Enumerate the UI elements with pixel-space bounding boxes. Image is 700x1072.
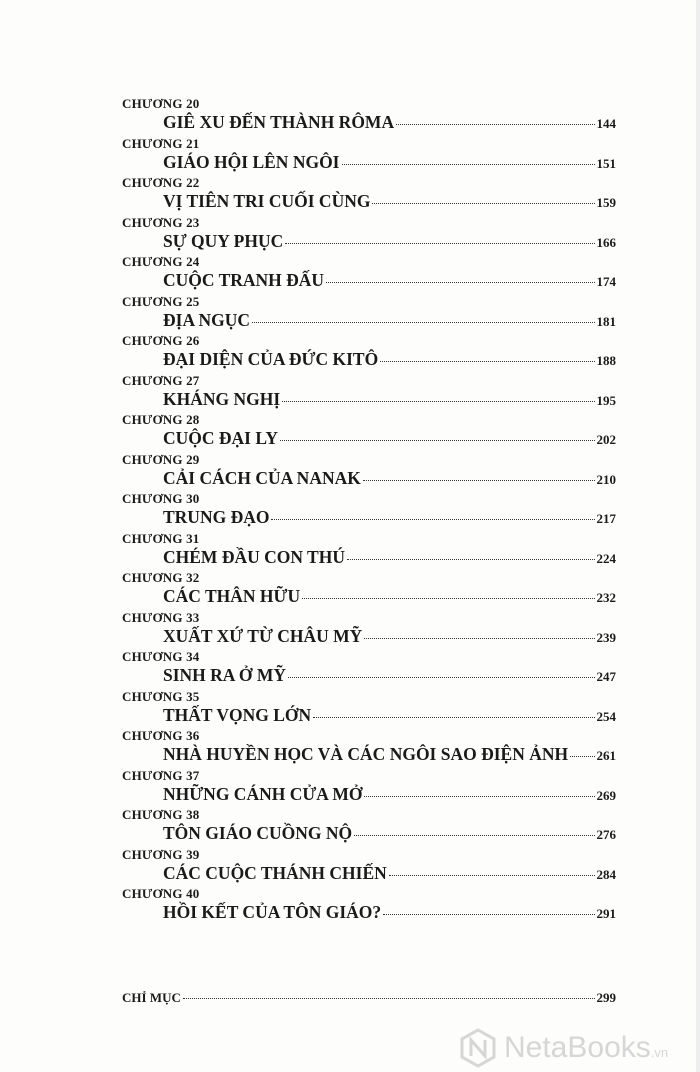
page-number: 188	[596, 353, 616, 368]
chapter-title: KHÁNG NGHỊ	[163, 388, 281, 409]
dot-leader	[342, 164, 595, 165]
chapter-row	[163, 902, 616, 923]
chapter-label: CHƯƠNG 31	[122, 530, 200, 546]
chapter-label: CHƯƠNG 33	[122, 609, 200, 625]
chapter-row	[163, 191, 616, 212]
dot-leader	[380, 361, 594, 362]
page-number: 247	[596, 669, 616, 684]
netabooks-logo-icon	[458, 1028, 498, 1068]
dot-leader	[364, 796, 594, 797]
chapter-row	[163, 586, 616, 607]
toc-entry[interactable]	[122, 570, 616, 610]
dot-leader	[285, 243, 594, 244]
chapter-row	[163, 468, 616, 489]
toc-entry-index[interactable]	[122, 990, 616, 1006]
dot-leader	[271, 519, 594, 520]
toc-entry[interactable]	[122, 847, 616, 887]
chapter-label: CHƯƠNG 29	[122, 451, 200, 467]
page-number: 195	[596, 392, 616, 408]
page-number: 159	[596, 195, 616, 210]
chapter-row	[163, 389, 616, 410]
page-edge	[696, 0, 700, 1072]
chapter-title: CUỘC ĐẠI LY	[163, 428, 279, 448]
toc-entry[interactable]	[122, 491, 616, 531]
chapter-row	[163, 507, 616, 528]
watermark-suffix: .vn	[650, 1045, 669, 1060]
chapter-label: CHƯƠNG 23	[122, 214, 200, 230]
toc-entry[interactable]	[122, 373, 616, 413]
chapter-title: CẢI CÁCH CỦA NANAK	[163, 467, 361, 488]
dot-leader	[252, 322, 594, 323]
dot-leader	[313, 717, 594, 718]
page-number: 202	[596, 432, 616, 447]
page-number: 239	[596, 629, 616, 645]
page-number: 181	[596, 313, 616, 329]
chapter-label: CHƯƠNG 28	[122, 412, 200, 427]
chapter-row	[163, 744, 616, 765]
chapter-title: CHÉM ĐẦU CON THÚ	[163, 546, 345, 567]
toc-entry[interactable]	[122, 886, 616, 926]
dot-leader	[280, 440, 594, 441]
chapter-title: NHÀ HUYỀN HỌC VÀ CÁC NGÔI SAO ĐIỆN ẢNH	[163, 744, 569, 764]
chapter-row	[163, 349, 616, 370]
dot-leader	[183, 998, 595, 999]
chapter-title: XUẤT XỨ TỪ CHÂU MỸ	[163, 625, 363, 646]
dot-leader	[383, 914, 594, 915]
chapter-label: CHƯƠNG 30	[122, 491, 200, 506]
chapter-title: ĐẠI DIỆN CỦA ĐỨC KITÔ	[163, 349, 379, 369]
chapter-row	[163, 428, 616, 449]
toc-entry[interactable]	[122, 610, 616, 650]
chapter-row	[163, 112, 616, 133]
chapter-title: NHỮNG CÁNH CỬA MỞ	[163, 783, 363, 804]
toc-entry[interactable]	[122, 412, 616, 452]
page-number: 144	[596, 116, 616, 131]
chapter-label: CHƯƠNG 39	[122, 846, 200, 862]
chapter-row	[163, 863, 616, 884]
toc-entry[interactable]	[122, 728, 616, 768]
page-number: 276	[596, 827, 616, 842]
dot-leader	[302, 598, 594, 599]
toc-entry[interactable]	[122, 96, 616, 136]
chapter-label: CHƯƠNG 38	[122, 807, 200, 822]
toc-entry[interactable]	[122, 689, 616, 729]
toc-entry[interactable]	[122, 254, 616, 294]
watermark-brand: NetaBooks	[504, 1031, 651, 1064]
page-number: 269	[596, 787, 616, 803]
chapter-title: TRUNG ĐẠO	[163, 507, 270, 527]
chapter-label: CHƯƠNG 24	[122, 254, 200, 269]
chapter-label: CHƯƠNG 22	[122, 175, 200, 190]
chapter-row	[163, 152, 616, 173]
chapter-title: SỰ QUY PHỤC	[163, 230, 284, 251]
toc-entry[interactable]	[122, 768, 616, 808]
toc-entry[interactable]	[122, 136, 616, 176]
chapter-title: THẤT VỌNG LỚN	[163, 704, 312, 725]
page-number: 224	[596, 550, 616, 566]
dot-leader	[347, 559, 595, 560]
chapter-label: CHƯƠNG 32	[122, 570, 200, 585]
chapter-label: CHƯƠNG 35	[122, 688, 200, 704]
page-number: 174	[596, 274, 616, 289]
page-number: 217	[596, 511, 616, 526]
dot-leader	[288, 677, 595, 678]
chapter-label: CHƯƠNG 34	[122, 649, 200, 664]
dot-leader	[570, 756, 594, 757]
toc-entry[interactable]	[122, 333, 616, 373]
chapter-row	[163, 310, 616, 331]
chapter-label: CHƯƠNG 26	[122, 333, 200, 348]
page-number: 291	[596, 906, 616, 921]
page-number: 151	[596, 155, 616, 171]
toc-entry[interactable]	[122, 452, 616, 492]
chapter-label: CHƯƠNG 27	[122, 372, 200, 388]
chapter-title: ĐỊA NGỤC	[163, 309, 251, 330]
toc-entry[interactable]	[122, 215, 616, 255]
toc-entry[interactable]	[122, 531, 616, 571]
dot-leader	[372, 203, 594, 204]
page-number: 232	[596, 590, 616, 605]
index-page-number: 299	[596, 990, 616, 1005]
table-of-contents	[122, 96, 616, 926]
chapter-title: CÁC CUỘC THÁNH CHIẾN	[163, 862, 387, 883]
chapter-row	[163, 270, 616, 291]
dot-leader	[389, 875, 595, 876]
chapter-row	[163, 231, 616, 252]
chapter-title: CUỘC TRANH ĐẤU	[163, 270, 325, 290]
page-number: 166	[596, 234, 616, 250]
chapter-row	[163, 705, 616, 726]
page-number: 284	[596, 866, 616, 882]
toc-entry[interactable]	[122, 294, 616, 334]
chapter-title: CÁC THÂN HỮU	[163, 586, 301, 606]
dot-leader	[364, 638, 594, 639]
index-title: CHỈ MỤC	[122, 990, 181, 1005]
chapter-row	[163, 626, 616, 647]
chapter-title: TÔN GIÁO CUỒNG NỘ	[163, 823, 353, 843]
chapter-row	[163, 665, 616, 686]
dot-leader	[363, 480, 595, 481]
chapter-title: GIÁO HỘI LÊN NGÔI	[163, 151, 340, 172]
chapter-row	[163, 823, 616, 844]
toc-entry[interactable]	[122, 807, 616, 847]
toc-entry[interactable]	[122, 649, 616, 689]
dot-leader	[326, 282, 594, 283]
chapter-row	[163, 547, 616, 568]
dot-leader	[282, 401, 594, 402]
chapter-title: GIÊ XU ĐẾN THÀNH RÔMA	[163, 112, 395, 132]
dot-leader	[396, 124, 594, 125]
toc-entry[interactable]	[122, 175, 616, 215]
chapter-label: CHƯƠNG 40	[122, 886, 200, 901]
page-number: 210	[596, 471, 616, 487]
page-number: 261	[596, 748, 616, 763]
chapter-title: HỒI KẾT CỦA TÔN GIÁO?	[163, 902, 382, 922]
chapter-label: CHƯƠNG 37	[122, 767, 200, 783]
chapter-title: SINH RA Ở MỸ	[163, 665, 286, 685]
chapter-label: CHƯƠNG 25	[122, 293, 200, 309]
chapter-label: CHƯƠNG 20	[122, 96, 200, 111]
chapter-label: CHƯƠNG 36	[122, 728, 200, 743]
netabooks-watermark	[458, 1028, 668, 1068]
page-number: 254	[596, 708, 616, 724]
chapter-row	[163, 784, 616, 805]
chapter-title: VỊ TIÊN TRI CUỐI CÙNG	[163, 191, 371, 211]
dot-leader	[354, 835, 594, 836]
chapter-label: CHƯƠNG 21	[122, 135, 200, 151]
